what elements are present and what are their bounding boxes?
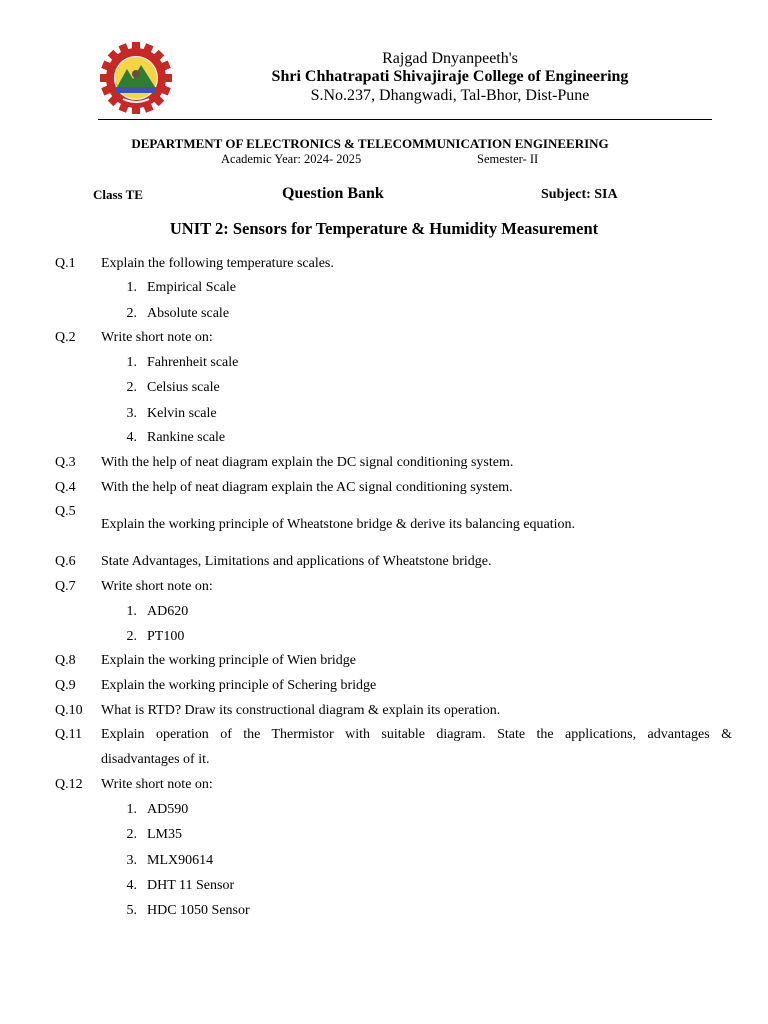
question-text: Write short note on: [101, 330, 213, 345]
question-number: Q.11 [55, 727, 83, 742]
list-item: Absolute scale [147, 306, 230, 321]
list-item: PT100 [147, 629, 185, 644]
list-item: DHT 11 Sensor [147, 878, 235, 893]
list-item-number: 4. [126, 430, 137, 445]
list-item: Rankine scale [147, 430, 226, 445]
question-text: With the help of neat diagram explain the DC signal conditioning system. [101, 455, 514, 470]
list-item: Celsius scale [147, 380, 220, 395]
question-number: Q.7 [55, 579, 76, 594]
question-number: Q.9 [55, 678, 76, 693]
question-text: Explain the working principle of Schering bridge [101, 678, 377, 693]
list-item: LM35 [147, 827, 182, 842]
question-number: Q.6 [55, 554, 76, 569]
list-item: AD590 [147, 802, 189, 817]
semester: Semester- II [477, 152, 539, 166]
question-number: Q.1 [55, 256, 76, 271]
question-number: Q.3 [55, 455, 76, 470]
question-text: With the help of neat diagram explain the AC signal conditioning system. [101, 480, 513, 495]
subject-label: Subject: SIA [541, 187, 618, 202]
question-text: Explain the following temperature scales. [101, 256, 334, 271]
list-item: Empirical Scale [147, 280, 237, 295]
list-item-number: 1. [126, 604, 137, 619]
academic-year: Academic Year: 2024- 2025 [221, 152, 362, 166]
question-text: Write short note on: [101, 777, 213, 792]
college-logo [99, 41, 173, 115]
trust-name: Rajgad Dnyanpeeth's [382, 50, 518, 67]
question-text: Write short note on: [101, 579, 213, 594]
list-item-number: 3. [126, 853, 137, 868]
department-title: DEPARTMENT OF ELECTRONICS & TELECOMMUNICATION ENGINEERING [131, 136, 609, 151]
class-label: Class TE [93, 187, 143, 202]
list-item-number: 1. [126, 802, 137, 817]
list-item-number: 3. [126, 406, 137, 421]
list-item-number: 2. [126, 380, 137, 395]
unit-title: UNIT 2: Sensors for Temperature & Humidity Measurement [169, 219, 599, 238]
question-text: Explain the working principle of Wheatstone bridge & derive its balancing equation. [101, 517, 576, 532]
list-item-number: 5. [126, 903, 137, 918]
list-item: HDC 1050 Sensor [147, 903, 250, 918]
list-item: AD620 [147, 604, 189, 619]
list-item: MLX90614 [147, 853, 214, 868]
list-item-number: 2. [126, 827, 137, 842]
question-number: Q.5 [55, 504, 76, 519]
question-number: Q.12 [55, 777, 83, 792]
question-number: Q.4 [55, 480, 76, 495]
list-item: Fahrenheit scale [147, 355, 239, 370]
list-item-number: 1. [126, 280, 137, 295]
list-item-number: 2. [126, 306, 137, 321]
college-name: Shri Chhatrapati Shivajiraje College of Engineering [271, 68, 629, 85]
list-item: Kelvin scale [147, 406, 217, 421]
question-text: Explain the working principle of Wien bridge [101, 653, 357, 668]
question-text: State Advantages, Limitations and applications of Wheatstone bridge. [101, 554, 492, 569]
question-number: Q.10 [55, 703, 83, 718]
college-address: S.No.237, Dhangwadi, Tal-Bhor, Dist-Pune [310, 87, 590, 104]
list-item-number: 1. [126, 355, 137, 370]
header-divider [98, 119, 712, 120]
document-title: Question Bank [282, 185, 384, 202]
question-number: Q.2 [55, 330, 76, 345]
list-item-number: 4. [126, 878, 137, 893]
question-text: What is RTD? Draw its constructional diagram & explain its operation. [101, 703, 501, 718]
list-item-number: 2. [126, 629, 137, 644]
question-text-continued: disadvantages of it. [101, 752, 210, 767]
question-number: Q.8 [55, 653, 76, 668]
question-text: Explain operation of the Thermistor with suitable diagram. State the applications, advantages & [101, 727, 732, 742]
